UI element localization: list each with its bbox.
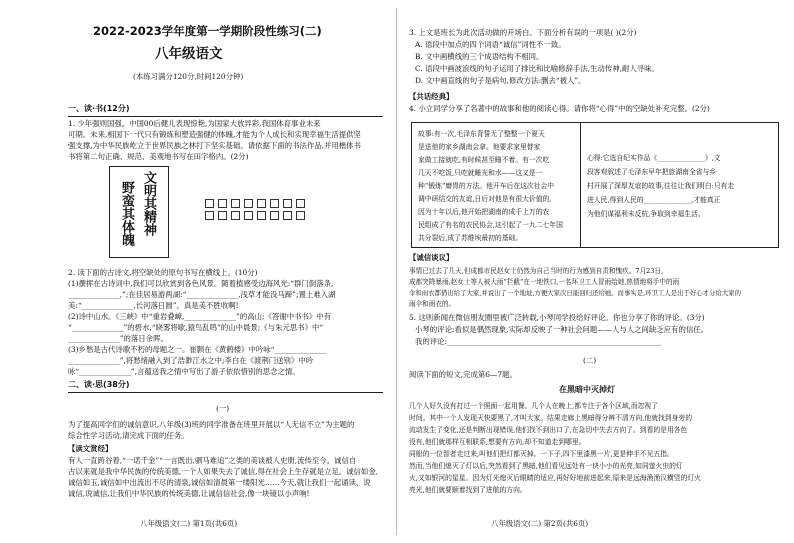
q5-line-2: 小琴的评论:看似是偶然现象,实际却反映了一种社会问题——人与人之间缺乏应有的信任。	[415, 325, 709, 334]
insight-line-1: 心得:它选自纪实作品《______________》,文	[587, 154, 721, 162]
story-box	[411, 122, 779, 248]
part2-rule	[68, 392, 383, 393]
q3-option-c: C. 语段中画波浪线的句子运用了排比和比喻修辞手法,生动传神,耐人寻味。	[415, 64, 659, 73]
insight-line-2: 段客观叙述了毛泽东早年把旅湖南全省与乡	[587, 168, 717, 176]
grid-cell[interactable]	[270, 199, 279, 208]
page-footer: 八年级语文(二) 第1页(共6页)	[140, 519, 238, 528]
read-note: 阅读下面的短文,完成第6—7题。	[409, 370, 517, 379]
classic-line-2: 古以来就是我中华民族的传统美德,一个人如果失去了诚信,得在社会上生存就是立足。诚信如金,	[68, 467, 379, 476]
advice-header: 【诚信谈议】	[409, 253, 454, 262]
story-line-3: 家做工接就吃,有时候甚至睡不着。有一次吃	[418, 156, 550, 164]
story-line-1: 故事:有一次,毛泽东背誓无了整整一个夏天	[418, 130, 545, 138]
advice-line-3: 伞和雨衣都借出给了大家,并说出了一个地址,方便大家次日能回归还给她。而事实是,环卫工人是出于好心才分给大家的	[409, 289, 742, 297]
q2-line-7: ______________”的落日余晖。	[68, 334, 168, 343]
essay-line-7: 火,又如银河的星星。因为灯光熄灭后眼睛的适应,再好好地前进起来,原来是远海渔渔汉横竖的灯火	[409, 474, 701, 482]
part2-subsection: (一)	[216, 404, 230, 413]
classic-line-4: 诚信,说诚信,让我们中华民族的传统美德,让诚信信社会,像一块镜以小声响!	[68, 489, 310, 498]
part2b-subsection: (二)	[583, 356, 597, 365]
story-line-9: 共分裂后,成了苏维埃最初的基础。	[418, 234, 523, 242]
q5-answer-line[interactable]: 我的评论:__________________________________________________________	[415, 337, 662, 346]
q5-line-1: 5. 这则新闻在微信朋友圈里被广泛转载,小琴同学投给好评论。你也分享了你的评论。(3分)	[409, 313, 705, 322]
q2-line-9: ______________”,将愁绪融入到了浩渺江水之中;李白在《渡荆门送别》中吟	[68, 356, 314, 365]
insight-line-5: 为他们谋福利未反杭,争取到幸福生活。	[587, 210, 705, 218]
grid-cell[interactable]	[257, 211, 266, 220]
grid-cell[interactable]	[205, 211, 214, 220]
q2-line-3: ______________,”;在佳居易游两湖:“______________,浅草才能没马蹄”;置上难入湖	[68, 290, 336, 299]
story-line-4: 几天不吃饭,只吃就睡光和水——这又是一	[418, 169, 543, 177]
part2-header: 二、读·思(38分)	[68, 380, 130, 389]
activity-line-2: 综合性学习活动,请完成下面的任务。	[68, 431, 189, 440]
q3-option-a: A. 语段中加点的四个词语“诚信”词性不一致。	[415, 40, 566, 49]
q3-option-b: B. 文中画横线的三个成语结构不相同。	[415, 52, 544, 61]
page-footer: 八年级语文(二) 第2页(共6页)	[491, 519, 589, 528]
q2-line-6: “______________”的碧水,“晓雾将歇,猿鸟乱鸣”的山中晨景;《与朱元思书》中“	[68, 323, 324, 332]
insight-line-4: 进人民,得到人民的______________,才能真正	[587, 196, 721, 204]
q2-line-8: (3)乡愁是古代诗歌不朽的母题之一。崔颢在《黄鹤楼》中吟咏“______________	[68, 345, 327, 354]
classic-header: 【读文赏经】	[68, 444, 113, 453]
essay-line-6: 然而,当他们熄灭了灯以后,突然看到了黑暗,他们看见远处有一块小小的光亮,如同萤火虫的灯	[409, 462, 683, 470]
essay-line-3: 流动发生了变化,还是判断出现错误,他们找不到出口了,在急切中失去方向了。到看的是用各色	[409, 426, 688, 434]
q4-line-1: 4. 小立同学分享了名著中的故事和他的阅读心得。请你将“心得”中的空缺处补充完整。(2分)	[409, 104, 710, 113]
grid-cell[interactable]	[296, 199, 305, 208]
story-line-8: 民组成了有名的农民协会,这引起了一九二七年国	[418, 221, 563, 229]
part1-header: 一、读·书(12分)	[68, 104, 130, 113]
grid-cell[interactable]	[283, 211, 292, 220]
grid-cell[interactable]	[296, 211, 305, 220]
activity-line-1: 为了提高同学们的诚信意识,八年级(3)班的同学准备在班里开展以“人无信不立”为主题的	[68, 420, 355, 429]
writing-grid[interactable]	[205, 199, 315, 221]
essay-line-2: 时间。其中一个人发现天快要黑了,才叫大家。结果走廊上黑暗得分辨不清方向,他就找到身旁的	[409, 414, 692, 422]
grid-cell[interactable]	[231, 199, 240, 208]
part1-rule	[68, 116, 383, 117]
q2-line-2: (1)撰挥在古诗词中,我们可以欣赏到各色风景。随着植感受边海风光:“群门倒落条,	[68, 279, 334, 288]
grid-cell[interactable]	[205, 199, 214, 208]
subject-title: 八年级语文	[155, 46, 223, 62]
insight-line-3: 村开展了深厚友谊的故事,往往让我们明白:只有走	[587, 182, 735, 190]
essay-line-1: 几个人好久没有打过一个照面一起用餐。几个人在晚上,都专注于各个区域,而忽视了	[409, 402, 659, 410]
essay-title: 在黑暗中灭掉灯	[559, 385, 615, 394]
q2-line-4: 美:“______________,长河落日圆”。真是美不胜收啊!	[68, 301, 239, 310]
calligraphy-column-1: 文明其精神	[141, 171, 156, 236]
story-line-7: 因为十年以后,他开始把湖南的成千上万的农	[418, 208, 550, 216]
essay-line-8: 亮光,他们就要顺着找到了进航的方向。	[409, 486, 527, 494]
q2-line-10: 咏“______________”,言蕴送我之情中写出了游子依依惜别的思念之情。	[68, 367, 300, 376]
calligraphy-column-2: 野蛮其体魄	[119, 181, 134, 246]
grid-cell[interactable]	[244, 199, 253, 208]
exam-note: (本练习满分120分,时间120分钟)	[133, 72, 244, 81]
grid-cell[interactable]	[218, 211, 227, 220]
right-page	[397, 0, 794, 543]
advice-line-4: 雨伞和雨衣的。	[409, 300, 456, 308]
grid-cell[interactable]	[231, 211, 240, 220]
classic-line-3: 诚信如玉,诚信如中出流出不尽的清泉,诚信如清晨第一缕阳光……今天,就让我们一起诵读、说	[68, 478, 371, 487]
exam-title: 2022-2023学年度第一学期阶段性练习(二)	[93, 24, 322, 38]
advice-line-1: 事情已过去了几天,但成都市民赵女士仍然为自己当时的行为感到自责和愧疚。7月23日,	[409, 267, 664, 275]
q2-line-1: 2. 读下面的古诗文,将空缺处的原句书写在横线上。(10分)	[68, 268, 258, 277]
grid-cell[interactable]	[244, 211, 253, 220]
story-line-6: 调中研结交的友谊,日后对他是有很大价值的,	[418, 195, 552, 203]
story-box-divider	[580, 123, 581, 247]
story-header: 【共话经典】	[409, 92, 454, 101]
calligraphy-artwork	[109, 166, 169, 258]
advice-line-2: 成都突降暴雨,赵女士等人被大雨“拦截”在一地铁口,一名环卫工人冒雨给她,热情地将手中的雨	[409, 278, 680, 286]
q3-line-1: 3. 上文是班长为此次活动做的开场白。下面分析有误的一项是( )(2分)	[409, 28, 637, 37]
grid-cell[interactable]	[257, 199, 266, 208]
essay-line-5: 同船的一位智者走过来,叫他们把灯都灭掉。一下子,四下里漆黑一片,更是伸手不见五指。	[409, 450, 674, 458]
q3-option-d: D. 文中画直线的句子是病句,修改方法:删去“被人”。	[415, 76, 586, 85]
q1-line-1: 1. 少年强则国强。中国00后健儿表现惊艳,为国家大放异彩,我国体育事业未来	[68, 119, 321, 128]
q1-line-4: 书将第二句正确、规范、美观地书写在田字格内。(2分)	[68, 152, 249, 161]
essay-line-4: 没有,他们就那样互相联系,想要有方向,却不知道走到哪里。	[409, 438, 586, 446]
q2-line-5: (2)诗中山水。《三峡》中“重岩叠嶂,______________”的高山;《答谢中书书》中有	[68, 312, 332, 321]
grid-cell[interactable]	[218, 199, 227, 208]
q1-line-2: 可期。未来,相国下一代只有锻炼和塑造强健的体魄,才能为个人成长和实现幸福生活提供坚	[68, 130, 361, 139]
story-line-5: 种“锻炼”磨胃的方法。他开车后在这次社会中	[418, 182, 555, 190]
grid-cell[interactable]	[270, 211, 279, 220]
classic-line-1: 有人一直跨谷着,“一诺千金”“一言既出,驷马难追”之类的美谈被人史册,流传至今。诚信自	[68, 456, 357, 465]
grid-cell[interactable]	[283, 199, 292, 208]
story-line-2: 是送他的家乡湖南会拿。他要求家里替家	[418, 143, 541, 151]
q1-line-3: 强支撑,为中华民族屹立于世界民族之林打下坚实基础。请依据下面的书法作品,并用楷体书	[68, 141, 361, 150]
